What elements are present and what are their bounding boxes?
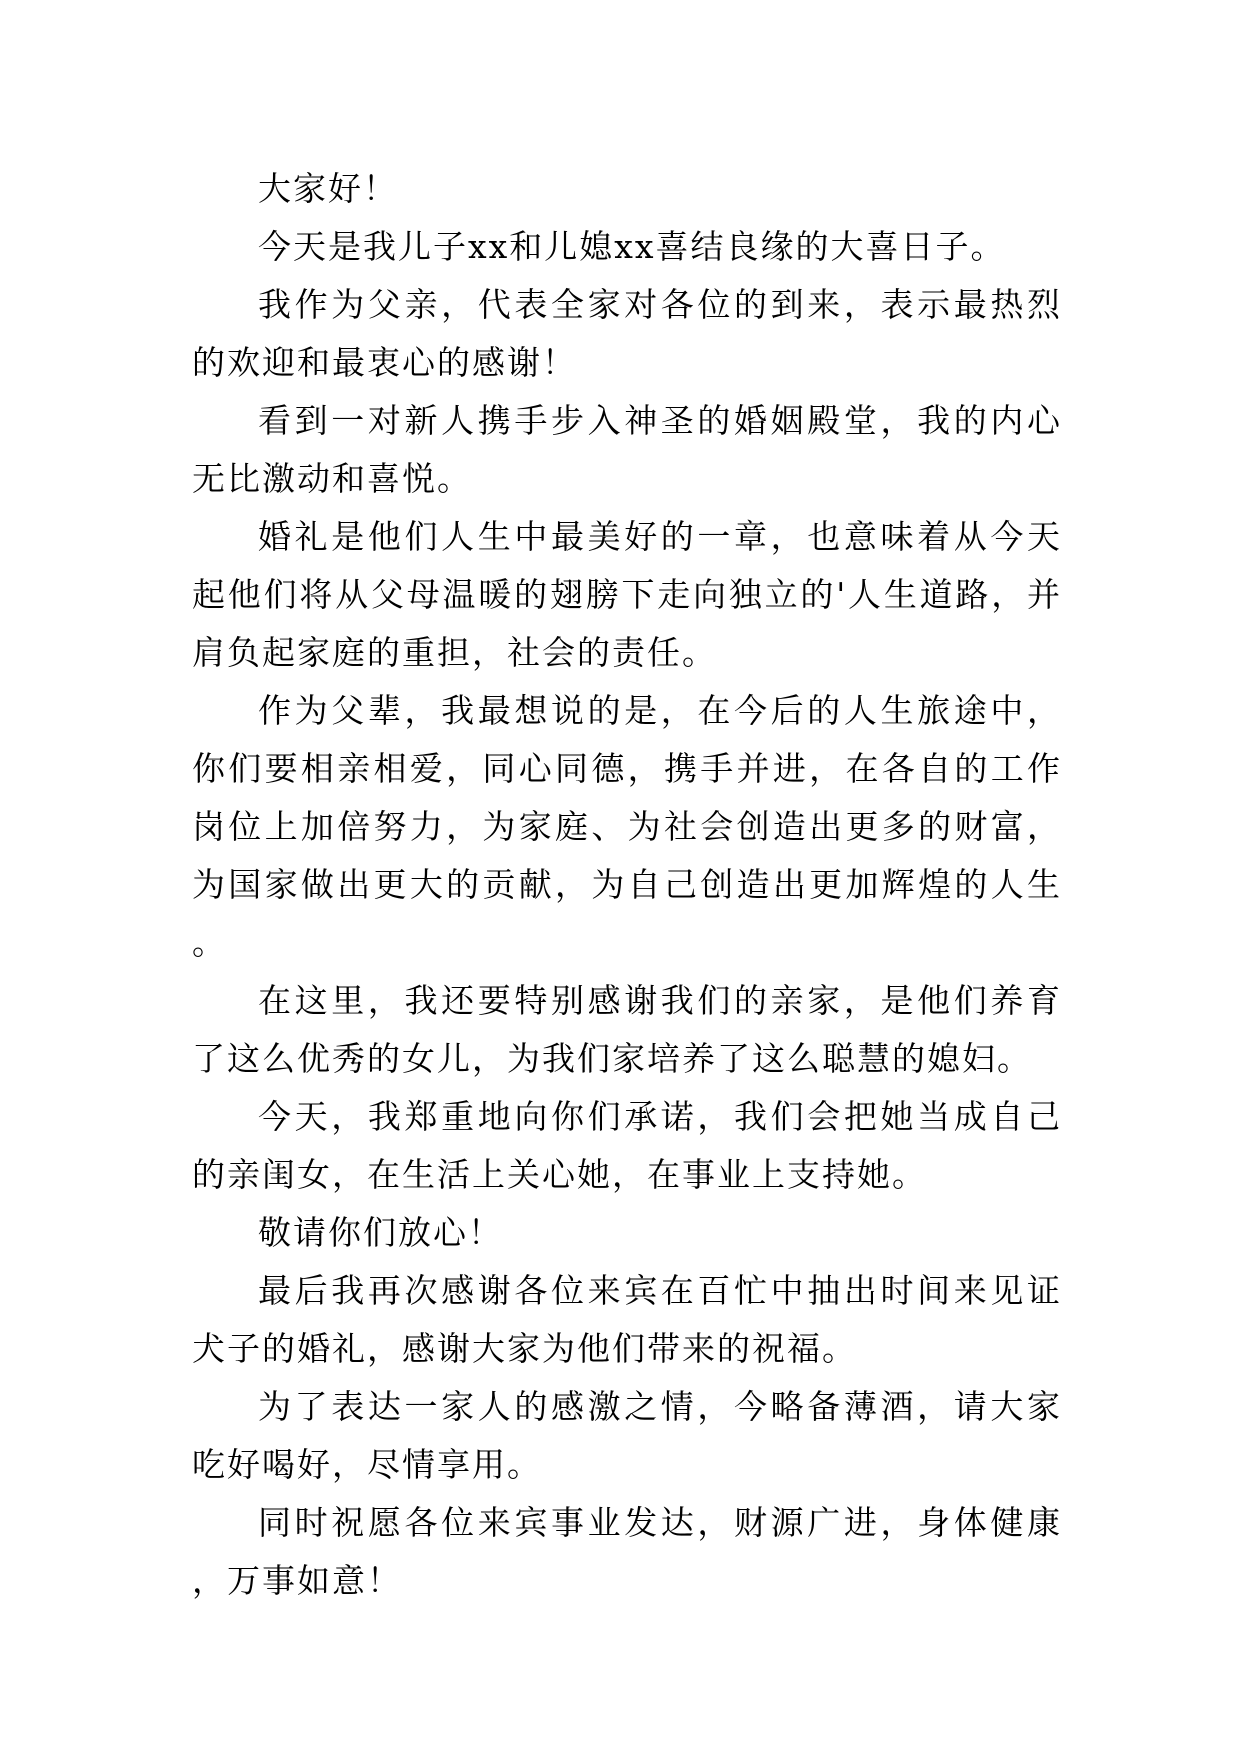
paragraph: 同时祝愿各位来宾事业发达，财源广进，身体健康，万事如意！ [192,1503,1062,1600]
paragraph: 敬请你们放心！ [258,1213,503,1252]
paragraph: 看到一对新人携手步入神圣的婚姻殿堂，我的内心无比激动和喜悦。 [192,401,1062,498]
paragraph: 我作为父亲，代表全家对各位的到来，表示最热烈的欢迎和最衷心的感谢！ [192,285,1062,382]
paragraph: 大家好！ [258,169,398,208]
paragraph: 婚礼是他们人生中最美好的一章，也意味着从今天起他们将从父母温暖的翅膀下走向独立的'人生道路，并肩负起家庭的重担，社会的责任。 [192,517,1062,672]
paragraph: 今天是我儿子xx和儿媳xx喜结良缘的大喜日子。 [258,227,1006,266]
paragraph: 在这里，我还要特别感谢我们的亲家，是他们养育了这么优秀的女儿，为我们家培养了这么聪慧的媳妇。 [192,981,1062,1078]
paragraph: 为了表达一家人的感激之情，今略备薄酒，请大家吃好喝好，尽情享用。 [192,1387,1062,1484]
document-body [192,160,1062,1610]
paragraph: 今天，我郑重地向你们承诺，我们会把她当成自己的亲闺女，在生活上关心她，在事业上支持她。 [192,1097,1062,1194]
paragraph: 最后我再次感谢各位来宾在百忙中抽出时间来见证犬子的婚礼，感谢大家为他们带来的祝福。 [192,1271,1062,1368]
paragraph: 作为父辈，我最想说的是，在今后的人生旅途中，你们要相亲相爱，同心同德，携手并进，在各自的工作岗位上加倍努力，为家庭、为社会创造出更多的财富，为国家做出更大的贡献，为自己创造出更加辉煌的人生。 [192,691,1062,962]
